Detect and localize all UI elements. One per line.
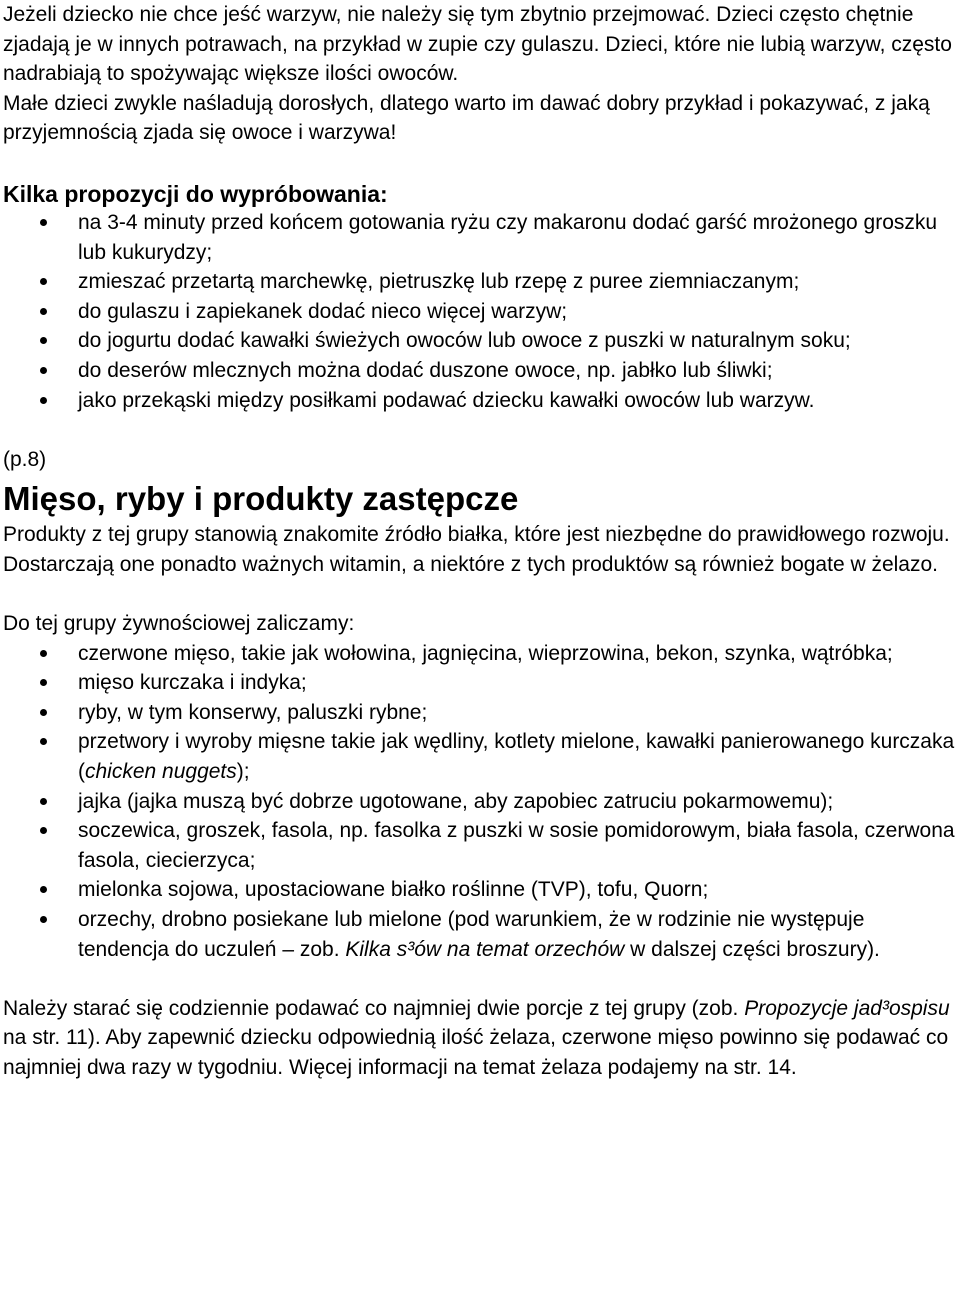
list-item <box>3 727 958 786</box>
item-text: orzechy, drobno posiekane lub mielone (pod warunkiem, że w rodzinie nie występuje tendencja do uczuleń – zob. <box>78 908 865 961</box>
list-item: zmieszać przetartą marchewkę, pietruszkę lub rzepę z puree ziemniaczanym; <box>3 267 958 297</box>
section-intro: Produkty z tej grupy stanowią znakomite źródło białka, które jest niezbędne do prawidłowego rozwoju. Dostarczają one ponadto ważnych witamin, a niektóre z tych produktów są również bogate w żelazo. <box>3 523 950 576</box>
page-reference: (p.8) <box>3 447 47 471</box>
list-item: mięso kurczaka i indyka; <box>3 668 958 698</box>
list-item: do jogurtu dodać kawałki świeżych owoców lub owoce z puszki w naturalnym soku; <box>3 326 958 356</box>
closing-emphasis: Propozycje jad³ospisu <box>744 996 950 1020</box>
closing-paragraph <box>3 994 958 1083</box>
document-page <box>3 0 958 1083</box>
group-list-heading: Do tej grupy żywnościowej zaliczamy: <box>3 612 355 636</box>
item-emphasis: Kilka s³ów na temat orzechów <box>345 937 625 961</box>
closing-text: na str. 11). Aby zapewnić dziecku odpowiednią ilość żelaza, czerwone mięso powinno się podawać co najmniej dwa razy w tygodniu. Więcej informacji na temat żelaza podajemy na str. 14. <box>3 1026 949 1079</box>
list-item: mielonka sojowa, upostaciowane białko roślinne (TVP), tofu, Quorn; <box>3 875 958 905</box>
item-emphasis: chicken nuggets <box>85 760 237 784</box>
group-list <box>3 639 958 965</box>
list-item: do gulaszu i zapiekanek dodać nieco więcej warzyw; <box>3 297 958 327</box>
closing-text: Należy starać się codziennie podawać co najmniej dwie porcje z tej grupy (zob. <box>3 996 745 1020</box>
item-text: w dalszej części broszury). <box>624 937 880 961</box>
item-text: przetwory i wyroby mięsne takie jak wędliny, kotlety mielone, kawałki panierowanego kurczaka ( <box>78 730 955 784</box>
list-item <box>3 905 958 964</box>
list-item: jako przekąski między posiłkami podawać dziecku kawałki owoców lub warzyw. <box>3 386 958 416</box>
list-item: na 3-4 minuty przed końcem gotowania ryżu czy makaronu dodać garść mrożonego groszku lub kukurydzy; <box>3 208 958 267</box>
intro-paragraph-2: Małe dzieci zwykle naśladują dorosłych, dlatego warto im dawać dobry przykład i pokazywać, z jaką przyjemnością zjada się owoce i warzywa! <box>3 91 930 145</box>
proposals-heading: Kilka propozycji do wypróbowania: <box>3 180 388 207</box>
list-item: ryby, w tym konserwy, paluszki rybne; <box>3 698 958 728</box>
proposals-list <box>3 208 958 415</box>
list-item: soczewica, groszek, fasola, np. fasolka z puszki w sosie pomidorowym, biała fasola, czerwona fasola, ciecierzyca; <box>3 816 958 875</box>
list-item: do deserów mlecznych można dodać duszone owoce, np. jabłko lub śliwki; <box>3 356 958 386</box>
list-item: czerwone mięso, takie jak wołowina, jagnięcina, wieprzowina, bekon, szynka, wątróbka; <box>3 639 958 669</box>
item-text: ); <box>236 760 250 784</box>
list-item: jajka (jajka muszą być dobrze ugotowane, aby zapobiec zatruciu pokarmowemu); <box>3 787 958 817</box>
section-title: Mięso, ryby i produkty zastępcze <box>3 480 519 518</box>
intro-paragraph-1: Jeżeli dziecko nie chce jeść warzyw, nie należy się tym zbytnio przejmować. Dzieci często chętnie zjadają je w innych potrawach, na przykład w zupie czy gulaszu. Dzieci, które nie lubią warzyw, często nadrabiają to spożywając większe ilości owoców. <box>3 3 952 86</box>
